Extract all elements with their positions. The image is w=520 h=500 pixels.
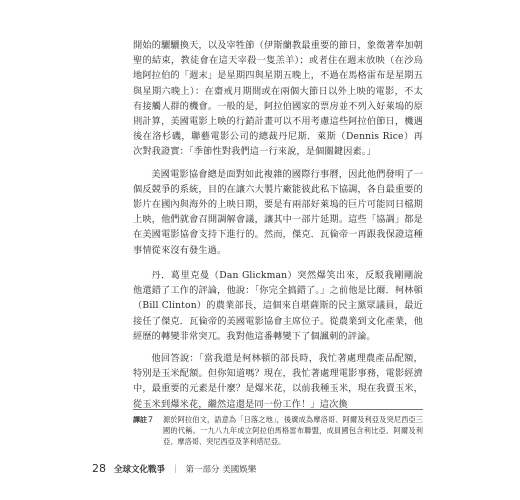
body-text-section-1 [133, 38, 423, 258]
paragraph: 他回答說：「當我還是柯林頓的部長時，我忙著處理農產品配額，特別是玉米配額。但你知道嗎？現在，我忙著處理電影事務，電影經濟中，最重要的元素是什麼？是爆米花，以前我種玉米，現在我賣玉米，從玉米到爆米花，繼然這還是同一份工作！」這次換 [133, 353, 423, 410]
body-text-section-2 [133, 268, 423, 412]
paragraph: 丹．葛里克曼（Dan Glickman）突然爆笑出來，反駁我剛剛說他還錯了工作的評論，他說：「你完全搞錯了。」之前他是比爾．柯林頓（Bill Clinton）的農業部長，這個來自堪薩斯的民主黨眾議員，最近接任了傑克．瓦倫帝的美國電影協會主席位子。從農業到文化產業，他經歷的轉變非常突兀。我對他這番轉變下了個諷刺的評論。 [133, 270, 423, 342]
part-label: 第一部分 美國娛樂 [185, 464, 257, 475]
footer-separator: ｜ [171, 464, 180, 475]
page-number: 28 [92, 462, 106, 475]
paragraph: 美國電影協會總是面對如此複雜的國際行事曆，因此他們發明了一個反競爭的系統，目的在讓六大製片廠能彼此私下協調，各自最重要的影片在國內與海外的上映日期，要是有兩部好萊塢的巨片可能同日檔期上映，他們就會召開調解會議，讓其中一部片延期。這些「協調」都是在美國電影協會支持下進行的。然而，傑克．瓦倫帝一再跟我保證這種事情從來沒有發生過。 [133, 168, 423, 256]
translator-footnote [133, 415, 423, 447]
footnote-divider [133, 409, 423, 410]
paragraph-gap [133, 160, 423, 167]
page-footer [92, 462, 266, 475]
footnote-text: 源於阿拉伯文，語意為「日落之地」，後廣成為摩洛哥、阿爾及利亞及突尼西亞三國的代稱。一九八九年成立阿拉伯馬格雷布聯盟，成員國包含利比亞、阿爾及利亞、摩洛哥、突尼西亞及茅利塔尼亞。 [163, 415, 423, 446]
paragraph: 開始的驪驪換天，以及宰牲節（伊斯蘭教最重要的節日，象徵著奉加朝聖的結束，教徒會在這天宰殺一隻羔羊）；或者住在週末放映（在沙烏地阿拉伯的「週末」是星期四與星期五晚上，不過在馬格雷布是星期五與星期六晚上）：在齋戒月期間或在兩個大節日以外上映的電影，不太有接觸人群的機會。一般的是，阿拉伯國家的票房並不列入好萊塢的原則計算，美國電影上映的行銷計畫可以不用考慮這些阿拉伯節日，機遇後在洛杉磯，聯藝電影公司的總裁丹尼斯．萊斯（Dennis Rice）再次對我證實：「季節性對我們這一行來說，是個關鍵因素。」 [133, 40, 423, 158]
paragraph-gap [133, 344, 423, 351]
footnote-label: 譯註７ [133, 416, 154, 424]
book-title: 全球文化戰爭 [114, 464, 166, 475]
